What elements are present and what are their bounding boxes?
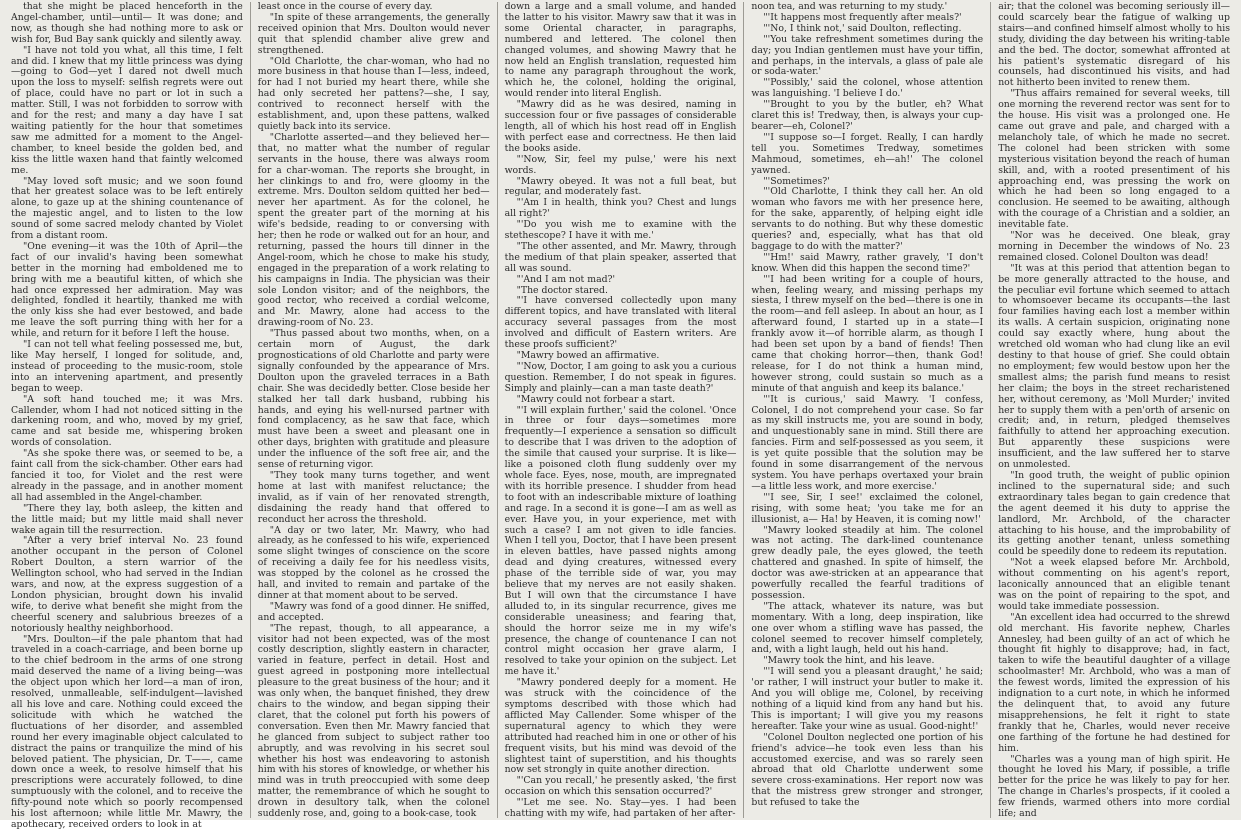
paragraph: "Mawry pondered deeply for a moment. He was struck with the coincidence of the symptoms described with those which had afflicted May Callender. Some whisper of the supernatural agency to which they were attributed had reached him in one or other of his frequent visits, but his mind was devoid of the slightest taint of superstition, and his thoughts now set strongly in quite another direction. xyxy=(504,677,737,776)
paragraph: "'Let me see. No. Stay—yes. I had been chatting with my wife, had partaken of her after- xyxy=(504,797,737,820)
text-column-3 xyxy=(497,2,744,818)
paragraph: "Mawry could not forbear a start. xyxy=(516,393,676,405)
paragraph: "'Am I in health, think you? Chest and lungs all right?' xyxy=(504,197,737,220)
paragraph: "Mawry took the hint, and his leave. xyxy=(763,655,935,667)
paragraph: least once in the course of every day. xyxy=(257,1,433,12)
paragraph: "'I see, Sir, I see!' exclaimed the colonel, rising, with some heat; 'you take me for an illusionist, a— Ha! by Heaven, it is coming now!' xyxy=(751,491,984,525)
paragraph: "The doctor stared. xyxy=(516,284,608,296)
paragraph: "Colonel Doulton neglected one portion of his friend's advice—he took even less than his accustomed exercise, and was so rarely seen abroad that old Charlotte underwent some severe cross-examinations. Her report now was that the mistress grew stronger and stronger, but refused to take the xyxy=(751,731,984,809)
paragraph: "'Possibly,' said the colonel, whose attention was languishing. 'I believe I do.' xyxy=(751,77,984,100)
paragraph: "In spite of these arrangements, the generally received opinion that Mrs. Doulton would never quit that splendid chamber alive grew and strengthened. xyxy=(257,11,490,56)
paragraph: "The attack, whatever its nature, was but momentary. With a long, deep inspiration, like one over whom a stifling wave has passed, the colonel seemed to recover himself completely, and, with a light laugh, held out his hand. xyxy=(751,600,984,656)
paragraph: "A day or two later, Mr. Mawry, who had already, as he confessed to his wife, experienced some slight twinges of conscience on the score of receiving a daily fee for his needless visits, was stopped by the colonel as he crossed the hall, and invited to remain and partake of the dinner at that moment about to be served. xyxy=(257,524,490,601)
paragraph: "Old Charlotte, the char-woman, who had no more business in that house than I—less, indeed, for had I not buried my heart there, while she had only secreted her pattens?—she, I say, contrived to reconnect herself with the establishment, and, upon these pattens, walked quietly back into its service. xyxy=(257,55,490,132)
paragraph: "The other assented, and Mr. Mawry, through the medium of that plain speaker, asserted that all was sound. xyxy=(504,240,737,274)
paragraph: "Mawry was fond of a good dinner. He sniffed, and accepted. xyxy=(257,600,490,623)
paragraph: down a large and a small volume, and handed the latter to his visitor. Mawry saw that it was in some Oriental character, in paragraphs, numbered and lettered. The colonel then changed volumes, and showing Mawry that he now held an English translation, requested him to name any paragraph throughout the work, which he, the colonel, holding the original, would render into literal English. xyxy=(504,1,737,100)
paragraph: "Mawry did as he was desired, naming in succession four or five passages of considerable length, all of which his host read off in English with perfect ease and correctness. He then laid the books aside. xyxy=(504,99,737,154)
paragraph: "Charlotte asserted—and they believed her—that, no matter what the number of regular servants in the house, there was always room for a char-woman. The reports she brought, in her clinkings to and fro, were gloomy in the extreme. Mrs. Doulton seldom quitted her bed—never her apartment. As for the colonel, he spent the greater part of the morning at his wife's bedside, reading to or conversing with her; then he rode or walked out for an hour, and returning, passed the hours till dinner in the Angel-room, which he chose to make his study, engaged in the preparation of a work relating to his campaigns in India. The physician was their sole London visitor; and of the neighbors, the good rector, who received a cordial welcome, and Mr. Mawry, alone had access to the drawing-room of No. 23. xyxy=(257,131,490,329)
paragraph: "Thus passed about two months, when, on a certain morn of August, the dark prognostications of old Charlotte and party were signally confounded by the appearance of Mrs. Doulton upon the graveled terraces in a Bath chair. She was decidedly better. Close beside her stalked her tall dark husband, rubbing his hands, and eying his well-nursed partner with fond complacency, as he saw that face, which must have been a sweet and pleasant one in other days, brighten with gratitude and pleasure under the influence of the soft free air, and the sense of returning vigor. xyxy=(257,328,490,471)
text-column-1 xyxy=(4,1,250,830)
paragraph: "Mawry obeyed. It was not a full beat, but regular, and moderately fast. xyxy=(504,175,737,198)
paragraph: "They took many turns together, and went home at last with manifest reluctance; the invalid, as if vain of her renovated strength, disdaining the ready hand that offered to reconduct her across the threshold. xyxy=(257,469,490,525)
paragraph: air; that the colonel was becoming seriously ill—could scarcely bear the fatigue of walking up stairs—and confined himself almost wholly to his study, dividing the day between his writing-table and the bed. The doctor, somewhat affronted at his patient's systematic disregard of his counsels, had discontinued his visits, and had not hitherto been invited to renew them. xyxy=(998,1,1230,89)
text-column-4 xyxy=(743,2,990,818)
paragraph: "Mrs. Doulton—if the pale phantom that had traveled in a coach-carriage, and been borne up to the chief bedroom in the arms of one strong maid deserved the name of a living being—was the object upon which her lord—a man of iron, resolved, unmalleable, self-indulgent—lavished all his love and care. Nothing could exceed the solicitude with which he watched the fluctuations of her disorder, and assembled round her every imaginable object calculated to distract the pains or tranquilize the mind of his beloved patient. The physician, Dr. T——, came down once a week, to resolve himself that his prescriptions were accurately followed, to dine sumptuously with the colonel, and to receive the fifty-pound note which so poorly recompensed his lost afternoon; while little Mr. Mawry, the apothecary, received orders to look in at xyxy=(11,633,243,830)
paragraph: "'I have conversed collectedly upon many different topics, and have translated with literal accuracy several passages from the most involved and difficult of Eastern writers. Are these proofs sufficient?' xyxy=(504,295,737,351)
paragraph: "Mawry bowed an affirmative. xyxy=(516,350,660,361)
paragraph: "As she spoke there was, or seemed to be, a faint call from the sick-chamber. Other ears had fancied it too, for Violet and the rest were already in the passage, and in another moment all had assembled in the Angel-chamber. xyxy=(11,448,243,503)
paragraph: "'Now, Sir, feel my pulse,' were his next words. xyxy=(504,153,737,176)
paragraph: "One evening—it was the 10th of April—the fact of our invalid's having been somewhat better in the morning had emboldened me to bring with me a beautiful kitten, of which she had once expressed her admiration. May was delighted, fondled it heartily, thanked me with the only kiss she had ever bestowed, and bade me leave the soft purring thing with her for a while, and return for it before I left the house. xyxy=(11,240,243,340)
paragraph: "An excellent idea had occurred to the shrewd old merchant. His favorite nephew, Charles Annesley, had been guilty of an act of which he thought fit highly to disapprove; had, in fact, taken to wife the beautiful daughter of a village schoolmaster! Mr. Archbold, who was a man of the fewest words, limited the expression of his indignation to a curt note, in which he informed the delinquent that, to avoid any future misapprehensions, he felt it right to state frankly that he, Charles, would never receive one farthing of the fortune he had destined for him. xyxy=(998,611,1230,754)
paragraph: "I have not told you what, all this time, I felt and did. I knew that my little princess was dying—going to God—yet I dared not dwell much upon the loss to myself: selfish regrets were out of place, could have no part or lot in such a matter. Still, I was not forbidden to sorrow with and for the rest; and many a day have I sat waiting patiently for the hour that sometimes saw me admitted for a moment to the Angel-chamber, to kneel beside the golden bed, and kiss the little waxen hand that faintly welcomed me. xyxy=(11,44,243,176)
paragraph: "'Do you wish me to examine with the stethescope? I have it with me.' xyxy=(504,219,737,242)
paragraph: "'Sometimes?' xyxy=(763,175,830,187)
paragraph: "There they lay, both asleep, the kitten and the little maid; but my little maid shall never wake again till the resurrection. xyxy=(11,502,243,536)
paragraph: noon tea, and was returning to my study.' xyxy=(751,1,948,12)
paragraph: "'Now, Doctor, I am going to ask you a curious question. Remember, I do not speak in figures. Simply and plainly—can a man taste death?' xyxy=(504,360,737,394)
paragraph: "Not a week elapsed before Mr. Archbold, without commenting on his agent's report, laconically announced that an eligible tenant was on the point of repairing to the spot, and would take immediate possession. xyxy=(998,557,1230,612)
paragraph: "'No, I think not,' said Doulton, reflecting. xyxy=(763,22,962,34)
paragraph: "A soft hand touched me; it was Mrs. Callender, whom I had not noticed sitting in the darkening room, and who, moved by my grief, came and sat beside me, whispering broken words of consolation. xyxy=(11,393,243,449)
paragraph: "In good truth, the weight of public opinion inclined to the supernatural side; and such extraordinary tales began to gain credence that the agent deemed it his duty to apprise the landlord, Mr. Archbold, of the character attaching to his house, and the improbability of its getting another tenant, unless something could be speedily done to redeem its reputation. xyxy=(998,469,1230,558)
text-column-5 xyxy=(990,2,1237,818)
paragraph: "'Old Charlotte, I think they call her. An old woman who favors me with her presence here, for the sake, apparently, of helping eight idle servants to do nothing. But why these domestic queries? and, especially, what has that old baggage to do with the matter?' xyxy=(751,186,984,252)
paragraph: "'You take refreshment sometimes during the day; you Indian gentlemen must have your tiffin, and perhaps, in the intervals, a glass of pale ale or soda-water.' xyxy=(751,33,984,78)
paragraph: "'Hm!' said Mawry, rather gravely, 'I don't know. When did this happen the second time?' xyxy=(751,251,984,274)
paragraph: "I can not tell what feeling possessed me, but, like May herself, I longed for solitude, and, instead of proceeding to the music-room, stole into an intervening apartment, and presently began to weep. xyxy=(11,339,243,394)
paragraph: "'It is curious,' said Mawry. 'I confess, Colonel, I do not comprehend your case. So far as my skill instructs me, you are sound in body, and unquestionably sane in mind. Still there are fancies. Firm and self-possessed as you seem, it is yet quite possible that the solution may be found in some disarrangement of the nervous system. You have perhaps overtaxed your brain—a little less work, and more exercise.' xyxy=(751,393,984,492)
paragraph: "'It happens most frequently after meals?' xyxy=(763,11,962,23)
paragraph: "The repast, though, to all appearance, a visitor had not been expected, was of the most costly description, slightly eastern in character, varied in feature, perfect in detail. Host and guest agreed in postponing more intellectual pleasure to the great business of the hour; and it was only when, the banquet finished, they drew chairs to the window, and began sipping their claret, that the colonel put forth his powers of conversation. Even then Mr. Mawry fancied that he glanced from subject to subject rather too abruptly, and was revolving in his secret soul whether his host was endeavoring to astonish him with his stores of knowledge, or whether his mind was in truth preoccupied with some deep matter, the remembrance of which he sought to drown in desultory talk, when the colonel suddenly rose, and, going to a book-case, took xyxy=(257,622,490,820)
paragraph: "Thus affairs remained for several weeks, till one morning the reverend rector was sent for to the house. His visit was a prolonged one. He came out grave and pale, and charged with a melancholy tale, of which he made no secret. The colonel had been stricken with some mysterious visitation beyond the reach of human skill, and, with a rooted presentiment of his approaching end, was pressing the work on which he had been so long engaged to a conclusion. He seemed to be awaiting, although with the courage of a Christian and a soldier, an inevitable fate. xyxy=(998,88,1230,231)
paragraph: that she might be placed henceforth in the Angel-chamber, until—until— It was done; and now, as though she had nothing more to ask or wish for, Bud Bay sank quickly and silently away. xyxy=(11,1,243,45)
paragraph: "'I had been writing for a couple of hours, when, feeling weary, and missing perhaps my siesta, I threw myself on the bed—there is one in the room—and fell asleep. In about an hour, as I afterward found, I started up in a state—I frankly avow it—of horrible alarm, as though I had been set upon by a band of fiends! Then came that choking horror—then, thank God! release, for I do not think a human mind, however strong, could sustain so much as a minute of that anguish and keep its balance.' xyxy=(751,273,984,394)
paragraph: "'Brought to you by the butler, eh? What claret this is! Tredway, then, is always your cup-bearer—eh, Colonel?' xyxy=(751,99,984,132)
paragraph: "Mawry looked steadily at him. The colonel was not acting. The dark-lined countenance grew deadly pale, the eyes glowed, the teeth chattered and gnashed. In spite of himself, the doctor was awe-stricken at an appearance that powerfully recalled the fearful traditions of possession. xyxy=(751,524,984,601)
text-column-2 xyxy=(250,2,497,818)
paragraph: "May loved soft music; and we soon found that her greatest solace was to be left entirely alone, to gaze up at the shining countenance of the majestic angel, and to listen to the low sound of some sacred melody chanted by Violet from a distant room. xyxy=(11,175,243,242)
paragraph: "Nor was he deceived. One bleak, gray morning in December the windows of No. 23 remained closed. Colonel Doulton was dead! xyxy=(998,230,1230,263)
paragraph: "'Can you recall,' he presently asked, 'the first occasion on which this sensation occurred?' xyxy=(504,775,737,798)
paragraph: "'I will explain further,' said the colonel. 'Once in three or four days—sometimes more frequently—I experience a sensation so difficult to describe that I was driven to the adoption of the simile that caused your surprise. It is like—like a poisoned cloth flung suddenly over my whole face. Eyes, nose, mouth, are impregnated with its horrible presence. I shudder from head to foot with an indescribable mixture of loathing and rage. In a second it is gone—I am as well as ever. Have you, in your experience, met with such a case? I am not given to idle fancies. When I tell you, Doctor, that I have been present in eleven battles, have passed nights among dead and dying creatures, witnessed every phase of the terrible side of war, you may believe that my nerves are not easily shaken. But I will own that the circumstance I have alluded to, in its singular recurrence, gives me considerable uneasiness; and fearing that, should the horror seize me in my wife's presence, the change of countenance I can not control might occasion her grave alarm, I resolved to take your opinion on the subject. Let me have it.' xyxy=(504,404,737,678)
paragraph: "After a very brief interval No. 23 found another occupant in the person of Colonel Robert Doulton, a stern warrior of the Wellington school, who had served in the Indian wars, and now, at the express suggestion of a London physician, brought down his invalid wife, to derive what benefit she might from the cheerful scenery and salubrious breezes of a notoriously healthy neighborhood. xyxy=(11,535,243,634)
paragraph: "'I suppose so—I forget. Really, I can hardly tell you. Sometimes Tredway, sometimes Mahmoud, sometimes, eh—ah!' The colonel yawned. xyxy=(751,131,984,176)
paragraph: "It was at this period that attention began to be more generally attracted to the house, and the peculiar evil fortune which seemed to attach to whomsoever became its occupants—the last four families having each lost a member within its walls. A certain suspicion, originating none could say exactly where, hung about the wretched old woman who had clung like an evil destiny to that house of grief. She could obtain no employment; few would bestow upon her the smallest alms; the parish fund means to resist her claim; the boys in the street recharistened her, without ceremony, as 'Moll Murder;' invited her to supply them with a pen'orth of arsenic on credit; and, in return, pledged themselves faithfully to attend her approaching execution. But apparently these suspicions were insufficient, and the law suffered her to starve on unmolested. xyxy=(998,262,1230,471)
paragraph: "Charles was a young man of high spirit. He thought he loved his Mary, if possible, a trifle better for the price he was likely to pay for her. The change in Charles's prospects, if it cooled a few friends, warmed others into more cordial life; and xyxy=(998,753,1230,820)
paragraph: "'And I am not mad?' xyxy=(516,273,616,285)
paragraph: "'I will send you a pleasant draught,' he said; 'or rather, I will instruct your butler to make it. And you will oblige me, Colonel, by receiving nothing of a liquid kind from any hand but his. This is important; I will give you my reasons hereafter. Take your wine as usual. Good-night!' xyxy=(751,666,984,732)
